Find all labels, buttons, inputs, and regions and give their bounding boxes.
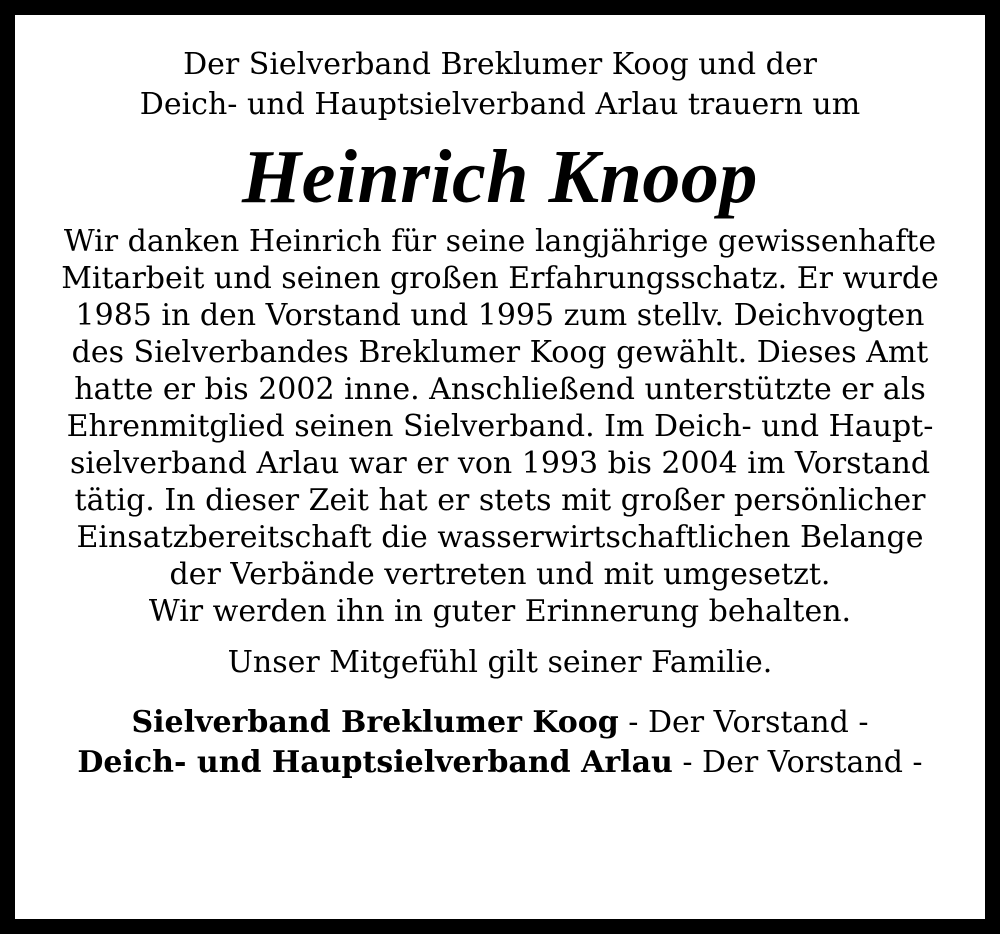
tribute-line: Ehrenmitglied seinen Sielverband. Im Deich- und Haupt-: [66, 409, 934, 444]
intro-line-2: Deich- und Hauptsielverband Arlau trauern um: [139, 87, 861, 122]
signature-role: - Der Vorstand -: [618, 705, 869, 740]
tribute-line: Wir danken Heinrich für seine langjährige gewissenhafte: [63, 224, 937, 259]
signature-block: [15, 703, 985, 783]
signature-line-2: [15, 743, 985, 783]
deceased-name: Heinrich Knoop: [242, 135, 758, 219]
tribute-line: 1985 in den Vorstand und 1995 zum stellv. Deichvogten: [75, 298, 925, 333]
signature-line-1: [15, 703, 985, 743]
intro-line-1: Der Sielverband Breklumer Koog und der: [183, 47, 817, 82]
tribute-line: Einsatzbereitschaft die wasserwirtschaftlichen Belange: [76, 520, 924, 555]
intro-text: [15, 15, 985, 125]
tribute-line: hatte er bis 2002 inne. Anschließend unterstützte er als: [74, 372, 926, 407]
tribute-line: Mitarbeit und seinen großen Erfahrungsschatz. Er wurde: [61, 261, 939, 296]
signature-org: Deich- und Hauptsielverband Arlau: [77, 745, 673, 780]
tribute-text: [15, 223, 985, 630]
condolence-text: Unser Mitgefühl gilt seiner Familie.: [227, 645, 773, 680]
obituary-notice: [15, 15, 985, 919]
signature-role: - Der Vorstand -: [672, 745, 923, 780]
tribute-line: des Sielverbandes Breklumer Koog gewählt. Dieses Amt: [71, 335, 929, 370]
tribute-line: tätig. In dieser Zeit hat er stets mit großer persönlicher: [74, 483, 926, 518]
tribute-line: der Verbände vertreten und mit umgesetzt.: [169, 557, 831, 592]
signature-org: Sielverband Breklumer Koog: [131, 705, 619, 740]
tribute-line: Wir werden ihn in guter Erinnerung behalten.: [148, 594, 852, 629]
tribute-line: sielverband Arlau war er von 1993 bis 2004 im Vorstand: [69, 446, 931, 481]
